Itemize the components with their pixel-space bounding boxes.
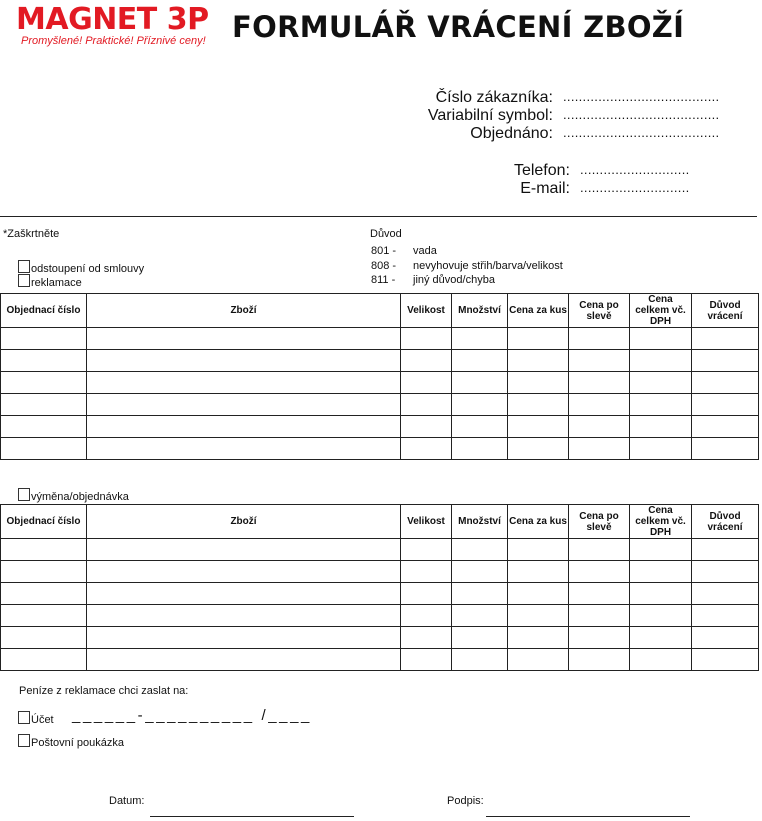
ordered-field[interactable]: ........................................ bbox=[563, 125, 720, 140]
table-row[interactable] bbox=[1, 627, 759, 649]
column-header: Množství bbox=[452, 505, 508, 539]
table-row[interactable] bbox=[1, 416, 759, 438]
table-row[interactable] bbox=[1, 350, 759, 372]
reason-code: 801 - bbox=[371, 245, 397, 257]
column-header: Cena celkem vč. DPH bbox=[630, 294, 692, 328]
customer-number-field[interactable]: ........................................ bbox=[563, 89, 720, 104]
reason-code: 811 - bbox=[371, 274, 396, 286]
date-label: Datum: bbox=[109, 795, 145, 807]
reason-text: vada bbox=[413, 245, 437, 257]
option-postal-order[interactable]: Poštovní poukázka bbox=[18, 734, 124, 749]
column-header: Velikost bbox=[401, 505, 452, 539]
signature-label: Podpis: bbox=[447, 795, 484, 807]
checkbox-icon[interactable] bbox=[18, 734, 30, 747]
section-divider bbox=[0, 216, 757, 217]
table-row[interactable] bbox=[1, 605, 759, 627]
email-field[interactable]: ............................ bbox=[580, 180, 690, 195]
variable-symbol-field[interactable]: ........................................ bbox=[563, 107, 720, 122]
date-line[interactable] bbox=[150, 816, 354, 817]
ordered-label: Objednáno: bbox=[470, 125, 553, 142]
email-label: E-mail: bbox=[520, 180, 570, 197]
column-header: Cena po slevě bbox=[569, 294, 630, 328]
table-row[interactable] bbox=[1, 438, 759, 460]
table-row[interactable] bbox=[1, 649, 759, 671]
column-header: Objednací číslo bbox=[1, 294, 87, 328]
reason-code: 808 - bbox=[371, 260, 397, 272]
column-header: Cena celkem vč. DPH bbox=[630, 505, 692, 539]
logo-brand: MAGNET 3P bbox=[16, 2, 209, 37]
form-title: FORMULÁŘ VRÁCENÍ ZBOŽÍ bbox=[232, 10, 685, 44]
reason-text: jiný důvod/chyba bbox=[413, 274, 495, 286]
column-header: Cena za kus bbox=[508, 505, 569, 539]
variable-symbol-label: Variabilní symbol: bbox=[427, 107, 553, 124]
account-number-field[interactable]: ______-__________ /____ bbox=[72, 707, 312, 724]
column-header: Cena za kus bbox=[508, 294, 569, 328]
customer-number-label: Číslo zákazníka: bbox=[435, 89, 553, 106]
column-header: Důvod vrácení bbox=[692, 294, 759, 328]
table-row[interactable] bbox=[1, 372, 759, 394]
column-header: Zboží bbox=[87, 294, 401, 328]
logo-tagline: Promyšlené! Praktické! Příznivé ceny! bbox=[21, 35, 206, 47]
signature-line[interactable] bbox=[486, 816, 690, 817]
table-header-row bbox=[1, 505, 759, 539]
table-row[interactable] bbox=[1, 583, 759, 605]
table-row[interactable] bbox=[1, 328, 759, 350]
checkbox-icon[interactable] bbox=[18, 711, 30, 724]
phone-field[interactable]: ............................ bbox=[580, 162, 690, 177]
option-exchange[interactable]: výměna/objednávka bbox=[18, 488, 129, 503]
option-withdrawal[interactable]: odstoupení od smlouvy bbox=[18, 260, 144, 275]
checkbox-icon[interactable] bbox=[18, 488, 30, 501]
check-hint: *Zaškrtněte bbox=[3, 228, 60, 240]
column-header: Cena po slevě bbox=[569, 505, 630, 539]
column-header: Objednací číslo bbox=[1, 505, 87, 539]
checkbox-icon[interactable] bbox=[18, 274, 30, 287]
reason-heading: Důvod bbox=[370, 228, 402, 240]
option-complaint[interactable]: reklamace bbox=[18, 274, 82, 289]
phone-label: Telefon: bbox=[513, 162, 570, 179]
column-header: Důvod vrácení bbox=[692, 505, 759, 539]
table-row[interactable] bbox=[1, 394, 759, 416]
exchange-items-table bbox=[0, 504, 759, 671]
table-header-row bbox=[1, 294, 759, 328]
reason-text: nevyhovuje střih/barva/velikost bbox=[413, 260, 563, 272]
table-row[interactable] bbox=[1, 561, 759, 583]
table-row[interactable] bbox=[1, 539, 759, 561]
return-items-table bbox=[0, 293, 759, 460]
refund-heading: Peníze z reklamace chci zaslat na: bbox=[19, 685, 189, 697]
column-header: Velikost bbox=[401, 294, 452, 328]
option-account[interactable]: Účet bbox=[18, 711, 54, 726]
column-header: Zboží bbox=[87, 505, 401, 539]
column-header: Množství bbox=[452, 294, 508, 328]
checkbox-icon[interactable] bbox=[18, 260, 30, 273]
